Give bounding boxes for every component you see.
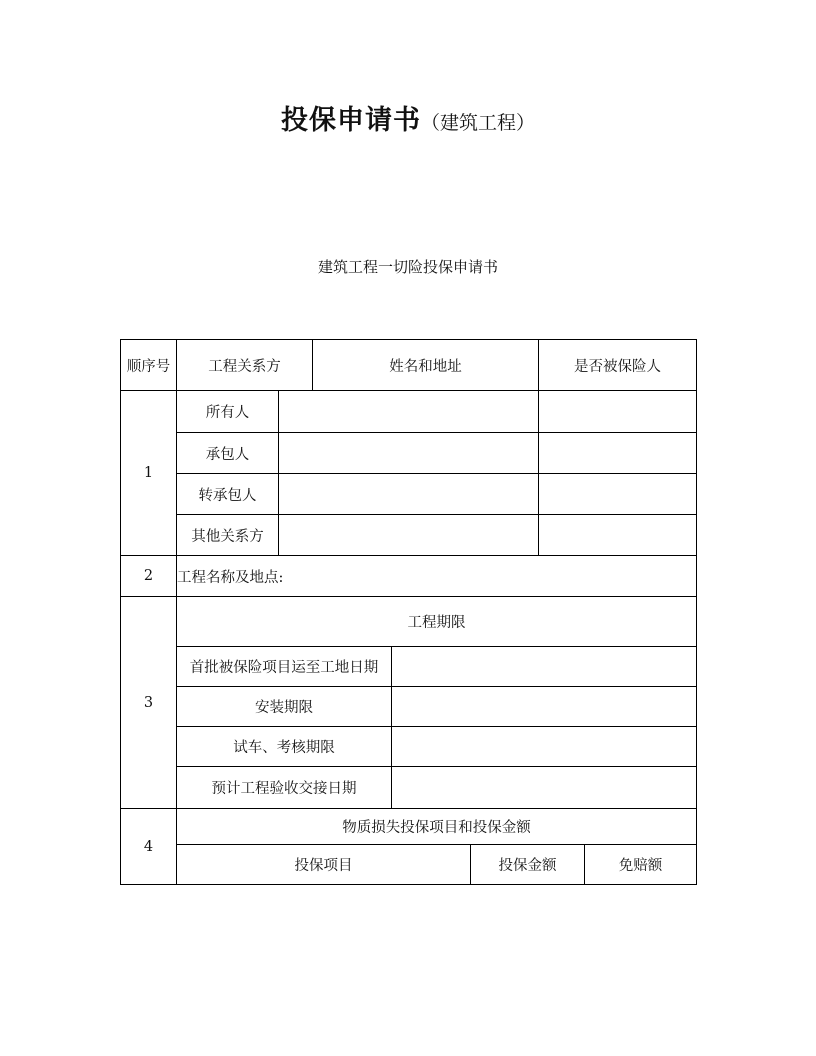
section-1-number: 1 [143,465,154,481]
installation-period-label: 安装期限 [255,700,313,716]
project-name-location-label: 工程名称及地点: [177,569,284,586]
insured-amount-column: 投保金额 [498,858,557,874]
col-divider [278,390,279,556]
party-other: 其他关系方 [191,528,264,545]
col-divider [391,646,392,808]
section-4-number: 4 [143,838,154,855]
header-insured: 是否被保险人 [574,358,661,375]
header-name-address: 姓名和地址 [389,358,462,375]
table-border-right [696,339,697,885]
title-suffix: （建筑工程） [420,112,535,134]
insured-item-column: 投保项目 [294,858,353,874]
section-3-number: 3 [143,694,154,711]
party-subcontractor: 转承包人 [198,487,257,504]
first-delivery-date-label: 首批被保险项目运至工地日期 [189,660,379,676]
project-period-heading: 工程期限 [407,615,466,631]
test-run-period-label: 试车、考核期限 [233,740,335,756]
header-party: 工程关系方 [208,358,281,375]
header-seq: 顺序号 [126,358,171,375]
section-2-number: 2 [143,568,154,584]
table-border-bottom [120,884,697,885]
party-owner: 所有人 [205,405,250,421]
acceptance-date-label: 预计工程验收交接日期 [211,781,357,797]
material-damage-heading: 物质损失投保项目和投保金额 [342,820,531,836]
title-main: 投保申请书 [280,105,421,136]
party-contractor: 承包人 [205,446,250,463]
deductible-column: 免赔额 [618,858,663,874]
document-title [0,98,816,137]
document-subtitle: 建筑工程一切险投保申请书 [317,258,498,276]
